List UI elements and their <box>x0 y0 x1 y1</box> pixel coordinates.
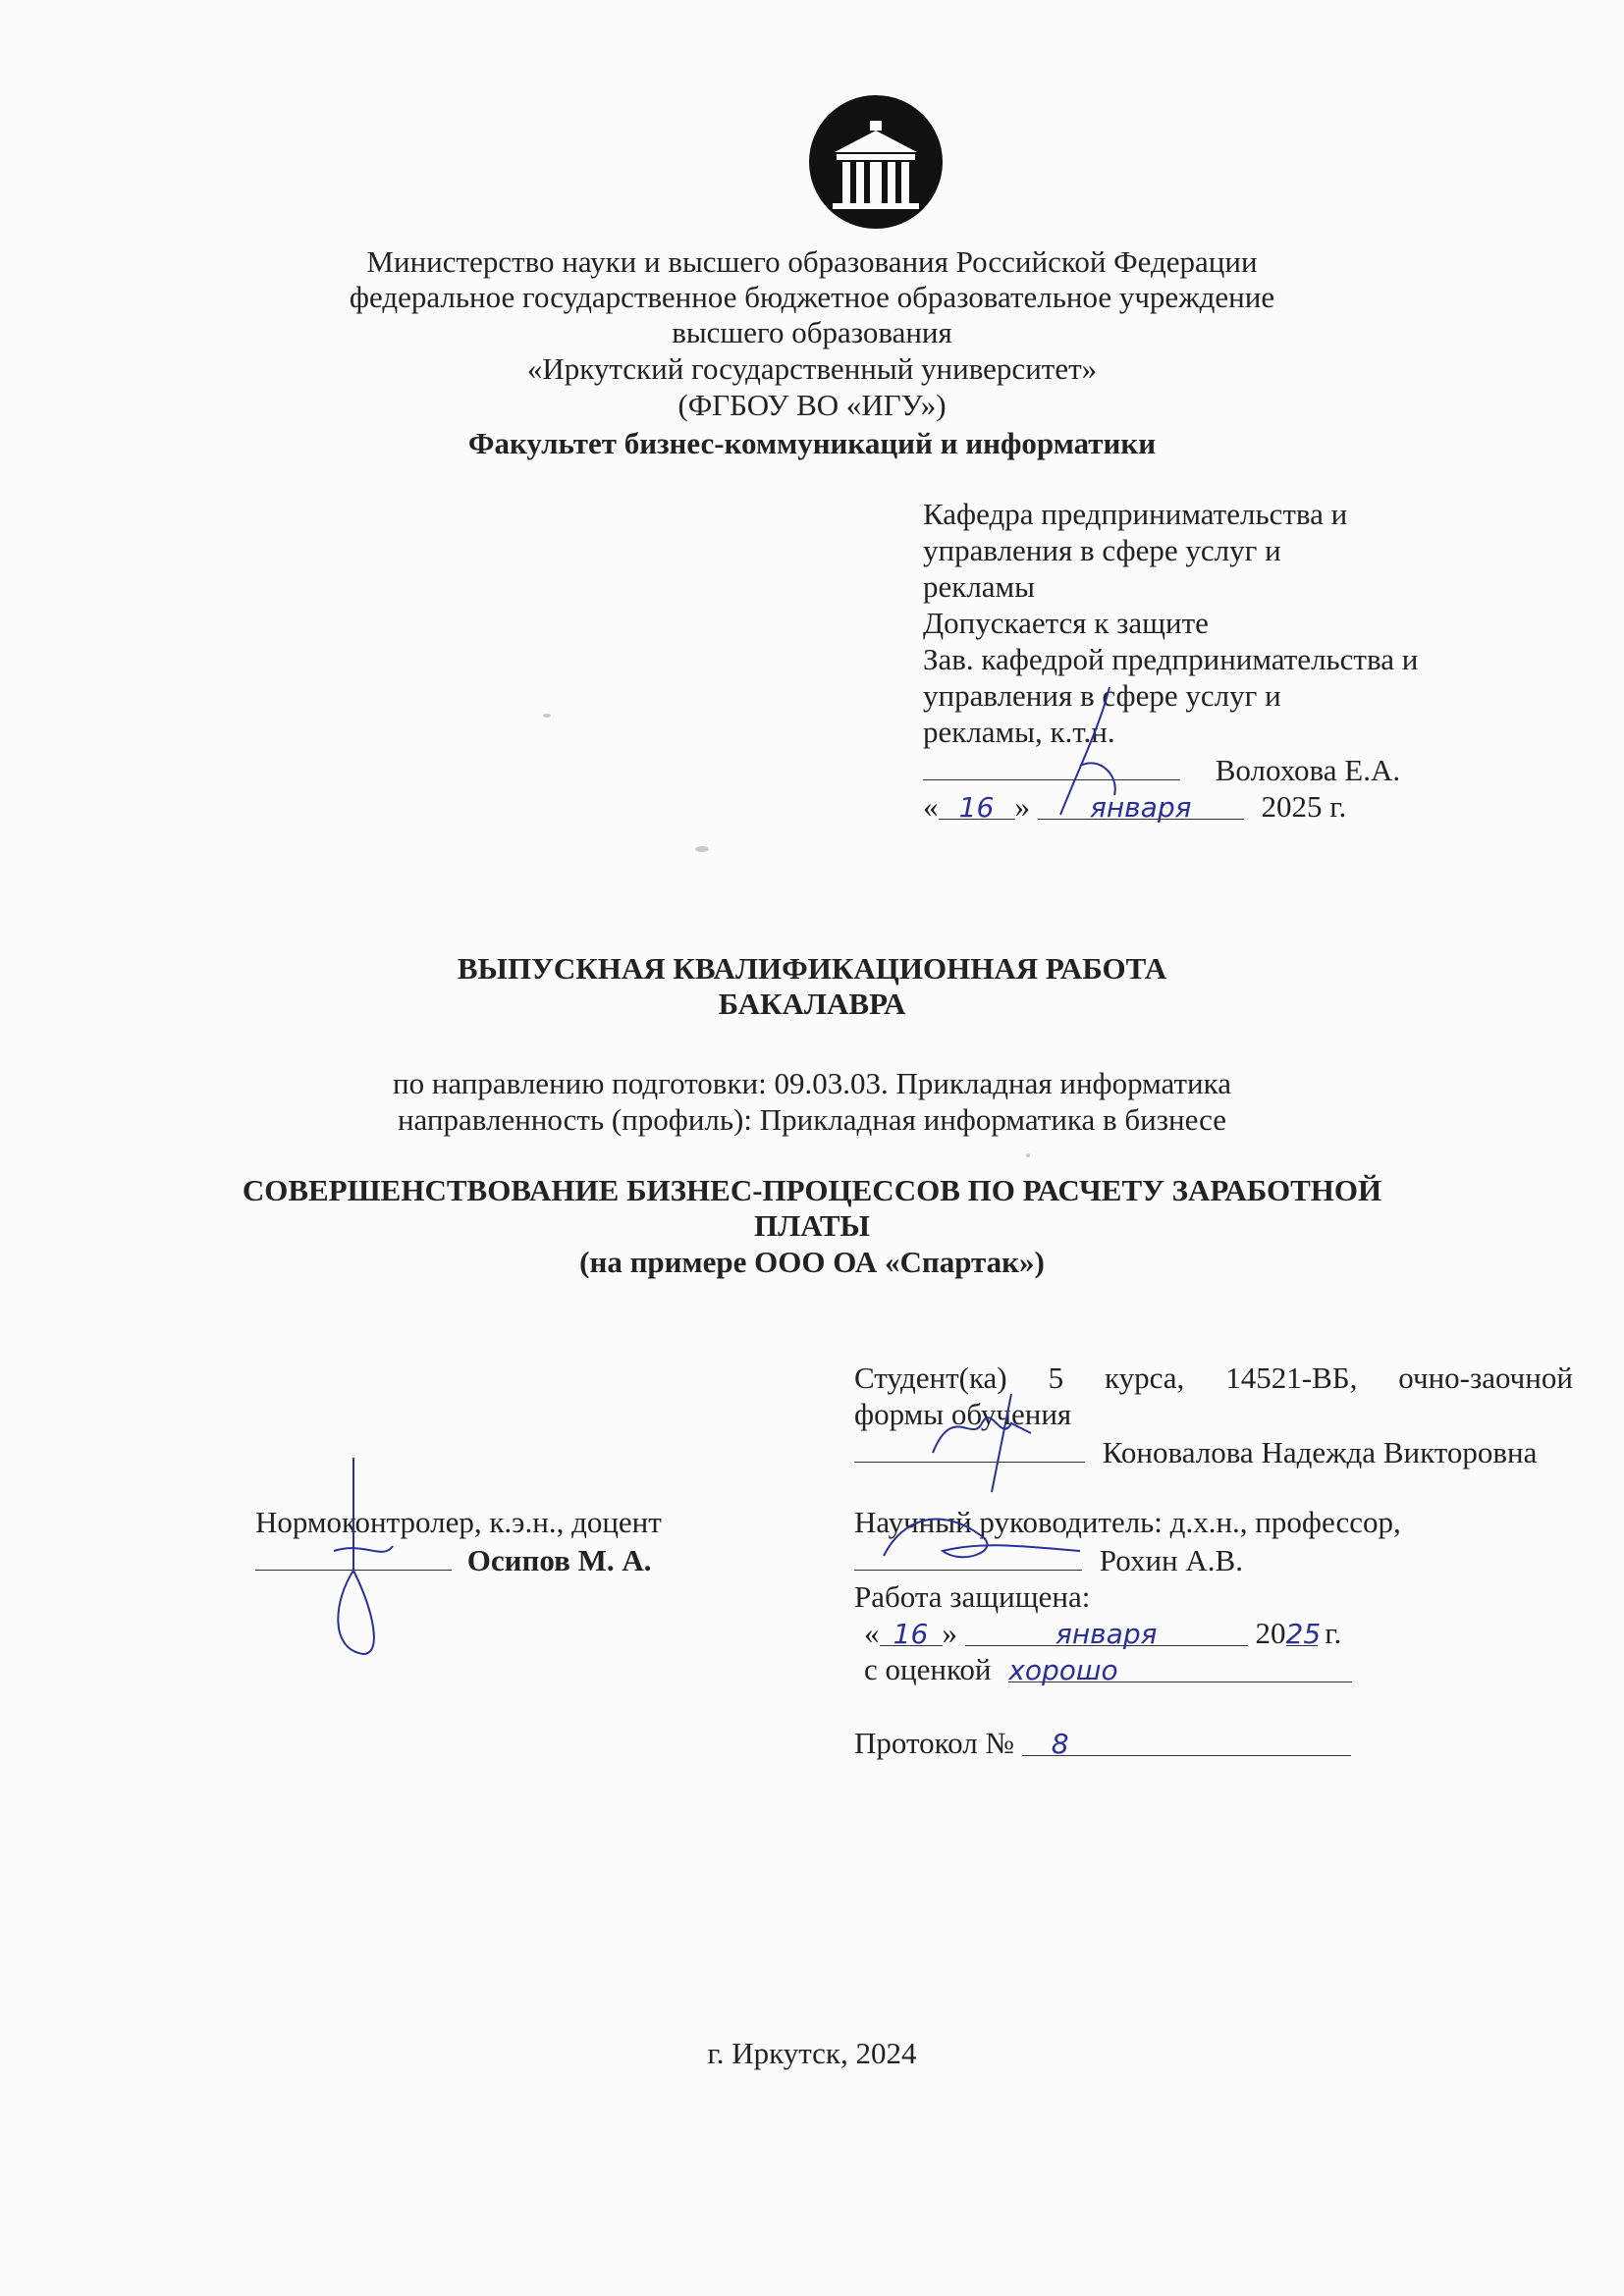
student-signature-blank <box>854 1432 1085 1463</box>
normcontrol-name: Осипов М. А. <box>466 1543 652 1577</box>
course-number: 5 <box>1048 1361 1064 1395</box>
normcontrol-signature-line <box>255 1540 746 1578</box>
institution-type-line: федеральное государственное бюджетное образовательное учреждение <box>349 280 1275 314</box>
department-line-1: Кафедра предпринимательства и <box>923 497 1348 531</box>
student-name: Коновалова Надежда Викторовна <box>1102 1435 1538 1469</box>
university-logo <box>807 93 945 231</box>
quote-close: » <box>942 1616 957 1650</box>
student-label: Студент(ка) <box>854 1361 1007 1395</box>
defense-day: 16 <box>880 1616 943 1646</box>
grade-label: с оценкой <box>864 1652 992 1686</box>
normcontrol-block <box>255 1504 746 1578</box>
course-label: курса, <box>1105 1361 1185 1395</box>
scan-speck <box>1026 1153 1030 1157</box>
head-name: Волохова Е.А. <box>1215 753 1401 787</box>
study-direction: по направлению подготовки: 09.03.03. Прикладная информатика <box>392 1066 1231 1100</box>
faculty-name: Факультет бизнес-коммуникаций и информатики <box>467 426 1157 460</box>
work-type-line-2: БАКАЛАВРА <box>718 987 906 1021</box>
quote-open: « <box>864 1616 880 1650</box>
student-block <box>854 1360 1573 1470</box>
department-line-3: рекламы <box>923 569 1035 604</box>
supervisor-signature-blank <box>854 1540 1082 1571</box>
grade-line <box>864 1651 1561 1687</box>
student-line-1 <box>854 1360 1573 1396</box>
city-year: г. Иркутск, 2024 <box>707 2036 917 2070</box>
student-signature-line <box>854 1432 1573 1470</box>
student-line-2: формы обучения <box>854 1397 1072 1431</box>
supervisor-name: Рохин А.В. <box>1099 1543 1243 1577</box>
year-suffix: г. <box>1317 1616 1342 1650</box>
grade-value: хорошо <box>1008 1652 1352 1682</box>
university-abbr: (ФГБОУ ВО «ИГУ») <box>677 388 947 422</box>
normcontrol-signature-blank <box>255 1540 452 1571</box>
supervisor-block <box>854 1504 1561 1761</box>
topic-line-3: (на примере ООО ОА «Спартак») <box>579 1245 1045 1279</box>
supervisor-signature-line <box>854 1540 1561 1578</box>
topic-line-2: ПЛАТЫ <box>754 1208 870 1243</box>
scan-speck <box>543 714 551 718</box>
study-form: очно-заочной <box>1398 1361 1573 1395</box>
department-line-2: управления в сфере услуг и <box>923 533 1281 567</box>
approval-month: января <box>1038 789 1244 820</box>
group-code: 14521-ВБ, <box>1225 1361 1358 1395</box>
work-type-line-1: ВЫПУСКНАЯ КВАЛИФИКАЦИОННАЯ РАБОТА <box>457 951 1167 986</box>
protocol-number: 8 <box>1022 1726 1351 1756</box>
topic-line-1: СОВЕРШЕНСТВОВАНИЕ БИЗНЕС-ПРОЦЕССОВ ПО РАСЧЕТУ ЗАРАБОТНОЙ <box>242 1173 1382 1207</box>
head-title-line-1: Зав. кафедрой предпринимательства и <box>923 642 1419 676</box>
quote-close: » <box>1014 789 1030 824</box>
university-name: «Иркутский государственный университет» <box>526 351 1098 386</box>
normcontrol-label: Нормоконтролер, к.э.н., доцент <box>255 1505 662 1539</box>
approval-block <box>923 496 1492 825</box>
supervisor-label: Научный руководитель: д.х.н., профессор, <box>854 1505 1401 1539</box>
approval-date-line <box>923 788 1492 825</box>
defense-month: января <box>965 1616 1248 1646</box>
protocol-line <box>854 1725 1561 1761</box>
scan-speck <box>695 846 709 852</box>
approval-day: 16 <box>939 789 1015 820</box>
education-level-line: высшего образования <box>672 315 952 349</box>
study-profile: направленность (профиль): Прикладная информатика в бизнесе <box>397 1102 1227 1137</box>
approval-year: 2025 г. <box>1261 789 1347 824</box>
defense-year-hand: 25 <box>1285 1618 1322 1650</box>
ministry-line: Министерство науки и высшего образования Российской Федерации <box>366 244 1258 279</box>
head-signature-line <box>923 750 1492 788</box>
head-title-line-3: рекламы, к.т.н. <box>923 715 1115 749</box>
quote-open: « <box>923 789 939 824</box>
signature-blank <box>923 750 1180 780</box>
admission-text: Допускается к защите <box>923 606 1209 640</box>
defense-label: Работа защищена: <box>854 1579 1091 1614</box>
defense-date-line <box>864 1615 1561 1651</box>
protocol-label: Протокол № <box>854 1726 1014 1760</box>
head-title-line-2: управления в сфере услуг и <box>923 678 1281 713</box>
year-prefix: 20 <box>1255 1616 1286 1650</box>
